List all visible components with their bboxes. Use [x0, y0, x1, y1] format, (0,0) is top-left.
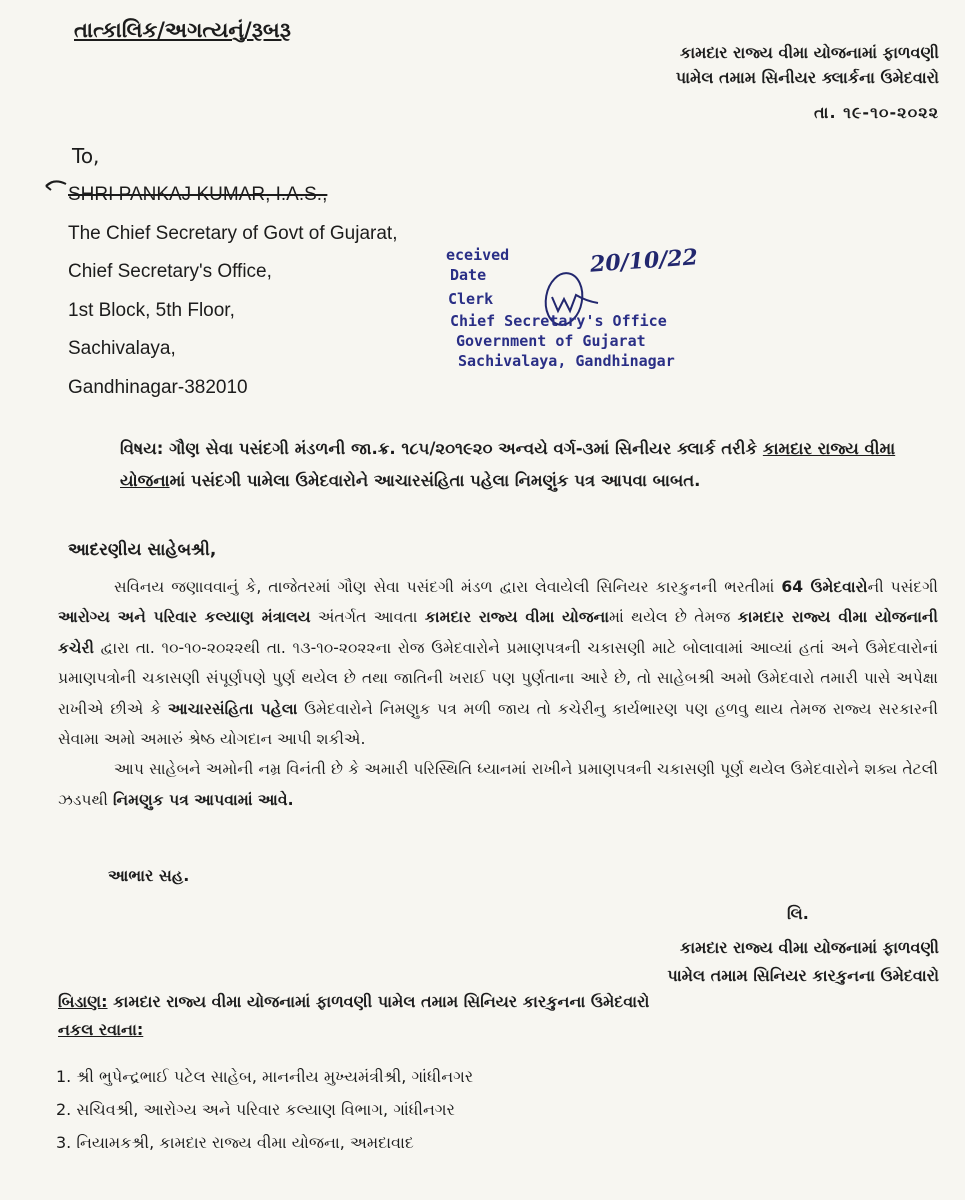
enclosure-text: કામદાર રાજ્ય વીમા યોજનામાં ફાળવણી પામેલ તમામ સિનિયર કારકુનના ઉમેદવારો	[107, 992, 650, 1011]
closing-li: લિ.	[787, 904, 809, 923]
to-label: To,	[72, 144, 100, 168]
body-bold: કામદાર રાજ્ય વીમા યોજનાની કચેરી	[58, 608, 939, 657]
recipient-designation: The Chief Secretary of Govt of Gujarat,	[68, 222, 398, 244]
copy-item-1: 1. શ્રી ભુપેન્દ્રભાઈ પટેલ સાહેબ, માનનીય મુખ્યમંત્રીશ્રી, ગાંધીનગર	[56, 1067, 474, 1086]
body-text: આપ સાહેબને અમોની નમ્ર વિનંતી છે કે અમારી પરિસ્થિતિ ધ્યાનમાં રાખીને પ્રમાણપત્રની ચકાસણી પૂર્ણ થયેલ ઉમેદવારોને શક્ય તેટલી ઝડપથી	[58, 760, 938, 809]
recipient-block: 1st Block, 5th Floor,	[68, 299, 235, 321]
subject-underlined-1: કામદાર રાજ્ય વીમા	[762, 439, 896, 458]
copy-item-2: 2. સચિવશ્રી, આરોગ્ય અને પરિવાર કલ્યાણ વિભાગ, ગાંધીનગર	[56, 1100, 455, 1119]
stamp-date-value: 20/10/22	[589, 244, 699, 278]
body-bold: આચારસંહિતા પહેલા	[167, 699, 298, 718]
body-text: ઉમેદવારોને નિમણુક પત્ર મળી જાય તો કચેરીનુ કાર્યભારણ પણ હળવુ થાય તેમજ રાજ્ય સરકારની સેવામા અમો અમારું શ્રેષ્ઠ યોગદાન આપી શકીએ.	[58, 699, 938, 749]
body-text: અંતર્ગત આવતા	[310, 608, 425, 627]
body-paragraph-1	[58, 572, 938, 754]
stamp-received: eceived	[446, 246, 510, 264]
signature-line-2: પામેલ તમામ સિનિયર કારકુનના ઉમેદવારો	[667, 966, 939, 985]
body-bold: નિમણુક પત્ર આપવામાં આવે.	[112, 790, 294, 809]
body-text: સવિનય જણાવવાનું કે, તાજેતરમાં ગૌણ સેવા પસંદગી મંડળ દ્વારા લેવાયેલી સિનિયર કારકુનની ભરતીમાં	[114, 578, 782, 596]
body-text: ની પસંદગી	[867, 578, 938, 596]
body-bold: કામદાર રાજ્ય વીમા યોજના	[424, 608, 610, 627]
stamp-clerk: Clerk	[448, 290, 494, 308]
subject-line	[120, 433, 940, 497]
body-bold: આરોગ્ય અને પરિવાર કલ્યાણ મંત્રાલય	[58, 608, 311, 627]
copies-heading: નકલ રવાના:	[58, 1020, 144, 1039]
urgent-marking: તાત્કાલિક/અગત્યનું/રૂબરૂ	[74, 18, 291, 42]
body-paragraph-2	[58, 754, 938, 815]
subject-prefix: વિષય: ગૌણ સેવા પસંદગી મંડળની જા.ક્ર. ૧૮૫/૨૦૧૯૨૦ અન્વયે વર્ગ-૩માં સિનીયર ક્લાર્ક તરીકે	[120, 439, 763, 458]
signature-block	[667, 934, 939, 990]
letter-body	[58, 572, 938, 815]
body-bold: 64 ઉમેદવારો	[781, 578, 868, 596]
recipient-office: Chief Secretary's Office,	[68, 261, 272, 283]
received-stamp	[440, 245, 740, 385]
signature-line-1: કામદાર રાજ્ય વીમા યોજનામાં ફાળવણી	[679, 938, 939, 957]
recipient-building: Sachivalaya,	[68, 338, 176, 360]
sender-line-2: પામેલ તમામ સિનીયર ક્લાર્કના ઉમેદવારો	[675, 68, 939, 87]
stamp-office: Chief Secretary's Office	[450, 312, 667, 330]
salutation: આદરણીય સાહેબશ્રી,	[68, 540, 217, 560]
recipient-city: Gandhinagar-382010	[68, 376, 248, 398]
stamp-govt: Government of Gujarat	[456, 332, 646, 350]
recipient-name: SHRI PANKAJ KUMAR, I.A.S.,	[68, 184, 328, 205]
thanks-line: આભાર સહ.	[108, 866, 190, 885]
copies-list	[56, 1060, 473, 1159]
letter-date: તા. ૧૯-૧૦-૨૦૨૨	[813, 103, 939, 122]
sender-line-1: કામદાર રાજ્ય વીમા યોજનામાં ફાળવણી	[679, 43, 939, 62]
enclosure	[58, 992, 649, 1012]
enclosure-label: બિડાણ:	[58, 992, 108, 1011]
stamp-place: Sachivalaya, Gandhinagar	[458, 352, 675, 370]
recipient-address	[68, 176, 397, 408]
sender-block	[676, 40, 939, 125]
handwritten-arrow-icon	[44, 172, 68, 194]
copy-item-3: 3. નિયામકશ્રી, કામદાર રાજ્ય વીમા યોજના, અમદાવાદ	[56, 1133, 414, 1152]
subject-rest: માં પસંદગી પામેલા ઉમેદવારોને આચારસંહિતા પહેલા નિમણુંક પત્ર આપવા બાબત.	[169, 471, 701, 490]
stamp-date-label: Date	[450, 266, 487, 284]
body-text: દ્વારા તા. ૧૦-૧૦-૨૦૨૨થી તા. ૧૩-૧૦-૨૦૨૨ના રોજ ઉમેદવારોને પ્રમાણપત્રની ચકાસણી માટે બોલાવામાં આવ્યાં હતાં અને ઉમેદવારોનાં પ્રમાણપત્રોની ચકાસણી સંપૂર્ણપણે પુર્ણ થયેલ છે તથા જાતિની ખરાઈ પણ પુર્ણતાના આરે છે, તો સાહેબશ્રી અમો ઉમેદવારો તમારી પાસે અપેક્ષા રાખીએ છીએ કે	[58, 638, 938, 718]
body-text: માં થયેલ છે તેમજ	[609, 608, 738, 627]
subject-underlined-2: યોજના	[120, 471, 170, 490]
